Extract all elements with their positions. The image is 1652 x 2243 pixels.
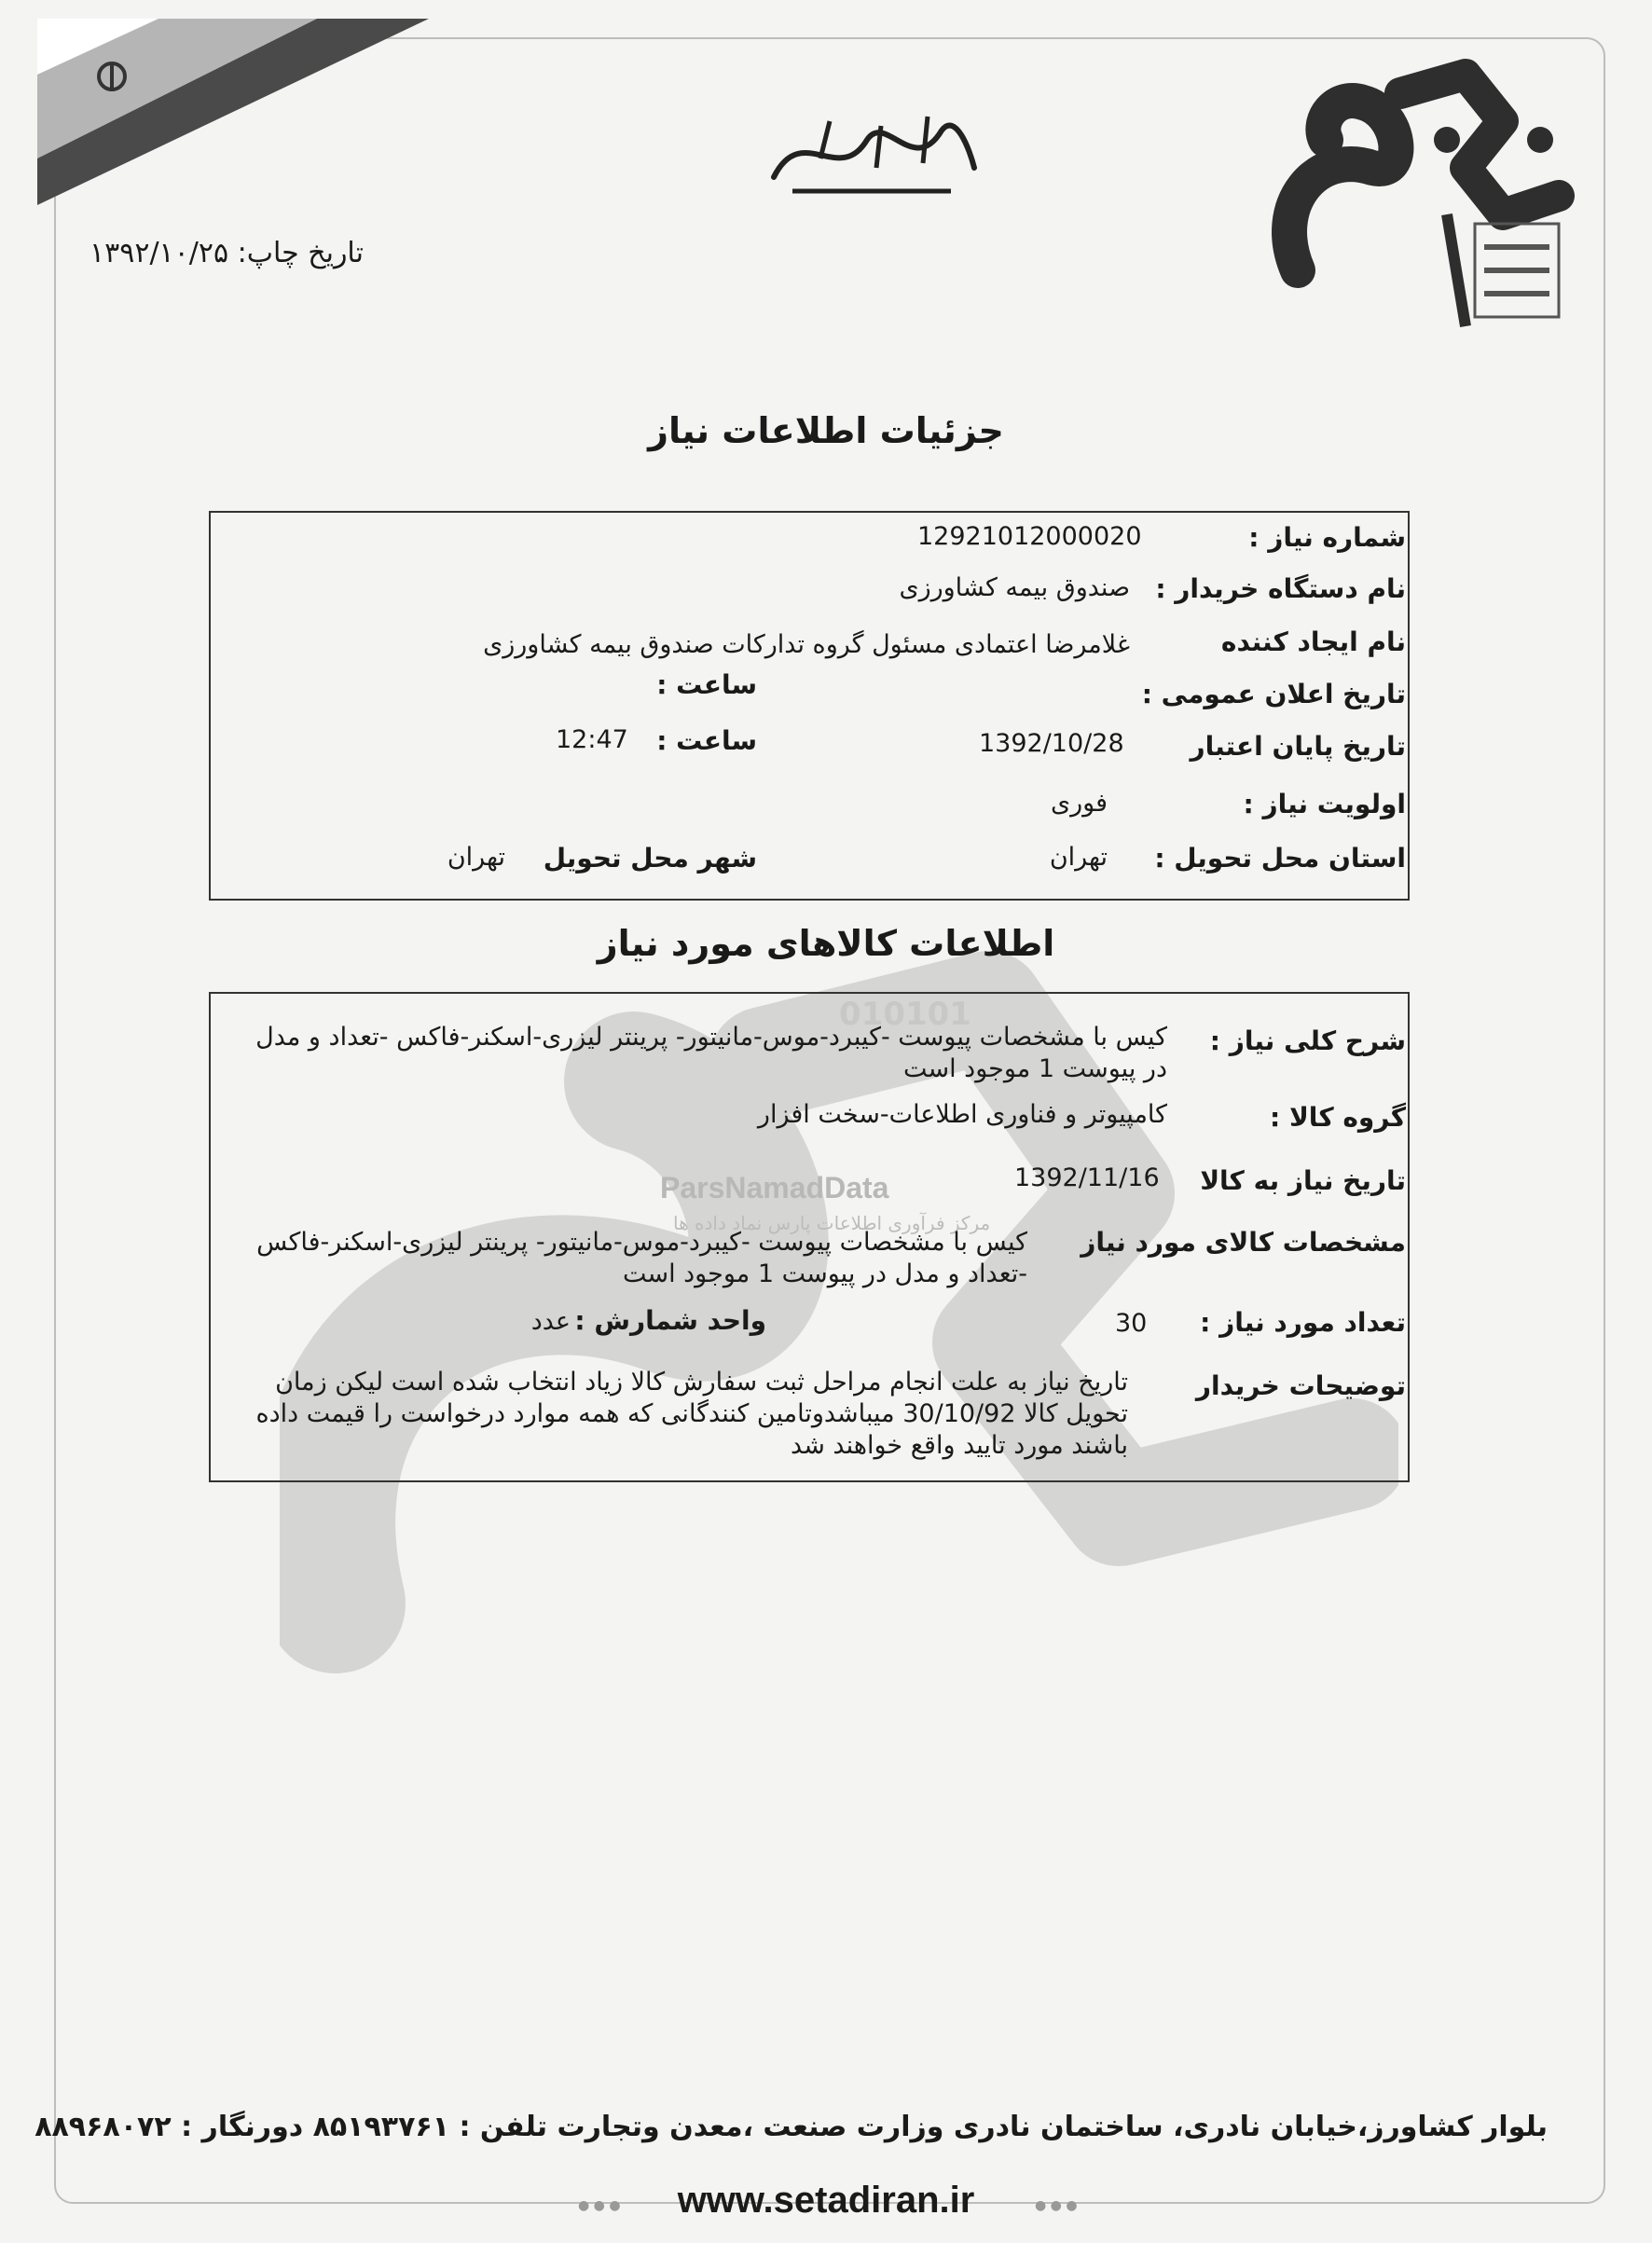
- need-number: 12921012000020: [917, 522, 1142, 551]
- creator: غلامرضا اعتمادی مسئول گروه تدارکات صندوق بیمه کشاورزی: [483, 630, 1130, 659]
- creator-label: نام ایجاد کننده: [1220, 626, 1406, 657]
- need-number-label: شماره نیاز :: [1248, 522, 1406, 553]
- buyer-notes: تاریخ نیاز به علت انجام مراحل ثبت سفارش کالا زیاد انتخاب شده است لیکن زمان تحویل کالا 30/10/92 میباشدوتامین کنندگانی که همه موارد درخواست را قیمت داده باشند مورد تایید واقع خواهند شد: [255, 1368, 1128, 1460]
- buyer-label: نام دستگاه خریدار :: [1155, 573, 1406, 604]
- goods-group: کامپیوتر و فناوری اطلاعات-سخت افزار: [757, 1100, 1167, 1129]
- footer-dots-right: ● ● ●: [1035, 2198, 1078, 2213]
- goods-section-title: اطلاعات کالاهای مورد نیاز: [597, 923, 1055, 964]
- print-date: تاریخ چاپ: ۱۳۹۲/۱۰/۲۵: [89, 237, 364, 269]
- announce-time-label: ساعت :: [656, 669, 757, 700]
- footer-address: بلوار کشاورز،خیابان نادری، ساختمان نادری وزارت صنعت ،معدن وتجارت تلفن : ۸۵۱۹۳۷۶۱ دورنگار : ۸۸۹۶۸۰۷۲: [34, 2111, 1548, 2143]
- need-date-label: تاریخ نیاز به کالا: [1200, 1165, 1406, 1196]
- notes-label: توضیحات خریدار: [1195, 1370, 1406, 1401]
- page-title: جزئیات اطلاعات نیاز: [648, 410, 1004, 451]
- buyer: صندوق بیمه کشاورزی: [899, 573, 1130, 602]
- qty: 30: [1115, 1309, 1148, 1338]
- province-label: استان محل تحویل :: [1154, 843, 1406, 874]
- unit: عدد: [530, 1307, 571, 1336]
- group-label: گروه کالا :: [1270, 1102, 1406, 1133]
- goods-spec: کیس با مشخصات پیوست -کیبرد-موس-مانیتور- پرینتر لیزری-اسکنر-فاکس -تعداد و مدل در پیوست 1 موجود است: [256, 1228, 1027, 1288]
- expiry-label: تاریخ پایان اعتبار: [1190, 731, 1406, 762]
- expiry-time: 12:47: [556, 725, 628, 754]
- iran-flag-emblem: [37, 19, 429, 205]
- unit-label: واحد شمارش :: [574, 1305, 766, 1336]
- priority: فوری: [1050, 789, 1108, 818]
- watermark-brand: ParsNamadData: [660, 1171, 889, 1204]
- expiry-time-label: ساعت :: [656, 725, 757, 756]
- expiry-date: 1392/10/28: [979, 729, 1124, 758]
- qty-label: تعداد مورد نیاز :: [1200, 1307, 1406, 1338]
- province: تهران: [1049, 843, 1108, 872]
- city: تهران: [447, 843, 505, 872]
- priority-label: اولویت نیاز :: [1243, 789, 1406, 819]
- spec-label: مشخصات کالای مورد نیاز: [1081, 1227, 1406, 1258]
- watermark-tagline: مرکز فرآوری اطلاعات پارس نماد داده ها: [673, 1212, 991, 1234]
- announce-label: تاریخ اعلان عمومی :: [1141, 679, 1406, 709]
- setad-logo: [1260, 37, 1596, 336]
- bismillah-calligraphy: [764, 103, 979, 205]
- footer-website-link[interactable]: www.setadiran.ir: [677, 2180, 975, 2221]
- watermark-code: 010101: [839, 996, 971, 1033]
- footer-dots-left: ● ● ●: [578, 2198, 621, 2213]
- summary-label: شرح کلی نیاز :: [1209, 1025, 1406, 1056]
- need-date: 1392/11/16: [1014, 1163, 1160, 1192]
- summary: کیس با مشخصات پیوست -کیبرد-موس-مانیتور- پرینتر لیزری-اسکنر-فاکس -تعداد و مدل در پیوست 1 موجود است: [255, 1023, 1167, 1083]
- city-label: شهر محل تحویل: [543, 843, 757, 874]
